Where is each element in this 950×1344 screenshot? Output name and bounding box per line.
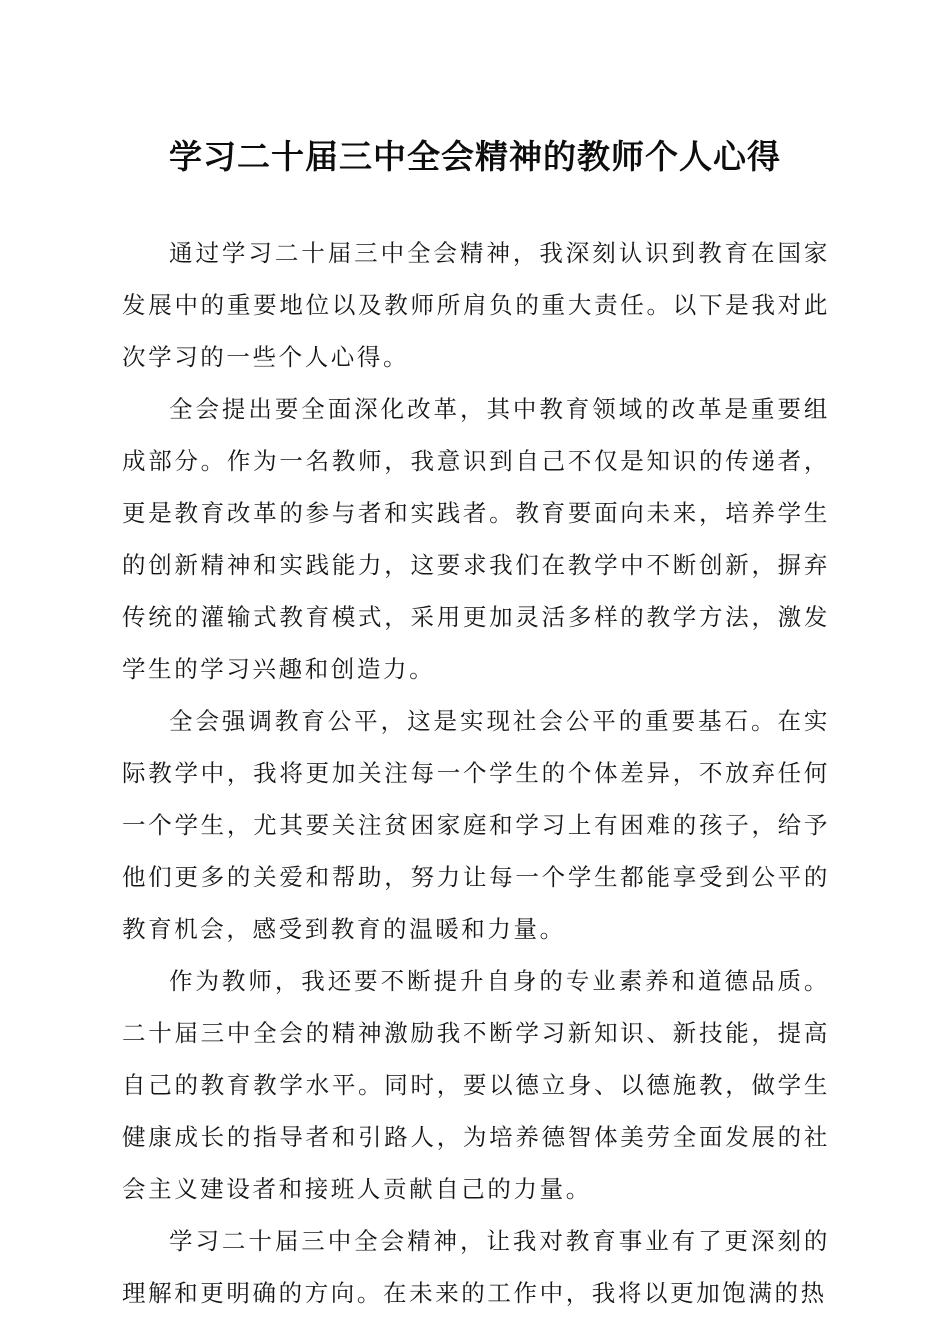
paragraph: 全会强调教育公平，这是实现社会公平的重要基石。在实际教学中，我将更加关注每一个学生的个体差异，不放弃任何一个学生，尤其要关注贫困家庭和学习上有困难的孩子，给予他们更多的关爱和帮助，努力让每一个学生都能享受到公平的教育机会，感受到教育的温暖和力量。: [122, 707, 830, 943]
document-title: 学习二十届三中全会精神的教师个人心得: [169, 137, 781, 176]
paragraph: 通过学习二十届三中全会精神，我深刻认识到教育在国家发展中的重要地位以及教师所肩负的重大责任。以下是我对此次学习的一些个人心得。: [122, 239, 830, 371]
paragraph: 学习二十届三中全会精神，让我对教育事业有了更深刻的理解和更明确的方向。在未来的工作中，我将以更加饱满的热: [122, 1227, 830, 1307]
document-body: [122, 227, 830, 1319]
paragraph: 作为教师，我还要不断提升自身的专业素养和道德品质。二十届三中全会的精神激励我不断学习新知识、新技能，提高自己的教育教学水平。同时，要以德立身、以德施教，做学生健康成长的指导者和引路人，为培养德智体美劳全面发展的社会主义建设者和接班人贡献自己的力量。: [122, 967, 830, 1203]
paragraph: 全会提出要全面深化改革，其中教育领域的改革是重要组成部分。作为一名教师，我意识到自己不仅是知识的传递者，更是教育改革的参与者和实践者。教育要面向未来，培养学生的创新精神和实践能力，这要求我们在教学中不断创新，摒弃传统的灌输式教育模式，采用更加灵活多样的教学方法，激发学生的学习兴趣和创造力。: [122, 395, 830, 683]
